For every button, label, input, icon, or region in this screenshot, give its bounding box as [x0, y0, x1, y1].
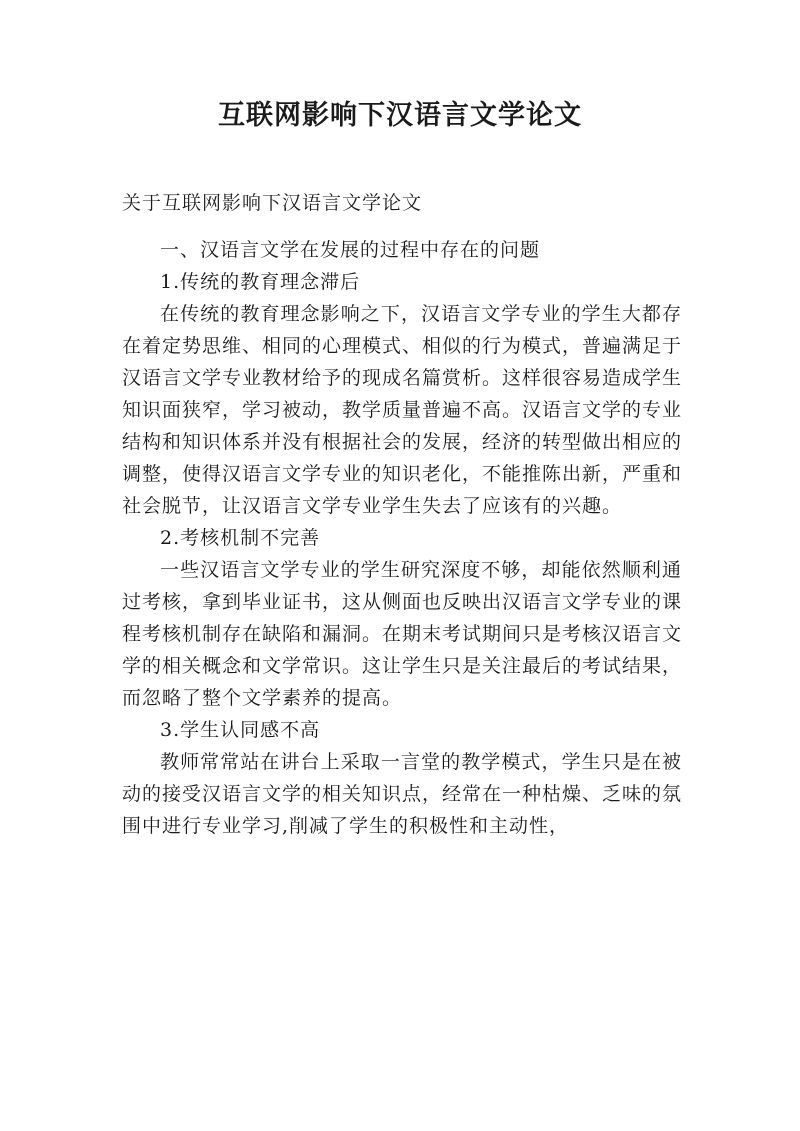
paragraph: 在传统的教育理念影响之下，汉语言文学专业的学生大都存在着定势思维、相同的心理模式、相似的行为模式，普遍满足于汉语言文学专业教材给予的现成名篇赏析。这样很容易造成学生知识面狭窄，学习被动，教学质量普遍不高。汉语言文学的专业结构和知识体系并没有根据社会的发展，经济的转型做出相应的调整，使得汉语言文学专业的知识老化，不能推陈出新，严重和社会脱节，让汉语言文学专业学生失去了应该有的兴趣。 — [122, 303, 683, 517]
document-title: 互联网影响下汉语言文学论文 — [218, 100, 582, 131]
paragraph: 一些汉语言文学专业的学生研究深度不够，却能依然顺利通过考核，拿到毕业证书，这从侧面也反映出汉语言文学专业的课程考核机制存在缺陷和漏洞。在期末考试期间只是考核汉语言文学的相关概念和文学常识。这让学生只是关注最后的考试结果，而忽略了整个文学素养的提高。 — [122, 559, 683, 709]
subsection-heading: 3.学生认同感不高 — [160, 719, 321, 741]
section-heading: 一、汉语言文学在发展的过程中存在的问题 — [160, 239, 541, 261]
document-body — [122, 234, 682, 842]
subsection-heading: 2.考核机制不完善 — [160, 527, 321, 549]
document-subtitle: 关于互联网影响下汉语言文学论文 — [122, 192, 423, 214]
paragraph: 教师常常站在讲台上采取一言堂的教学模式，学生只是在被动的接受汉语言文学的相关知识点，经常在一种枯燥、乏味的氛围中进行专业学习,削减了学生的积极性和主动性， — [122, 751, 683, 837]
subsection-heading: 1.传统的教育理念滞后 — [160, 271, 361, 293]
